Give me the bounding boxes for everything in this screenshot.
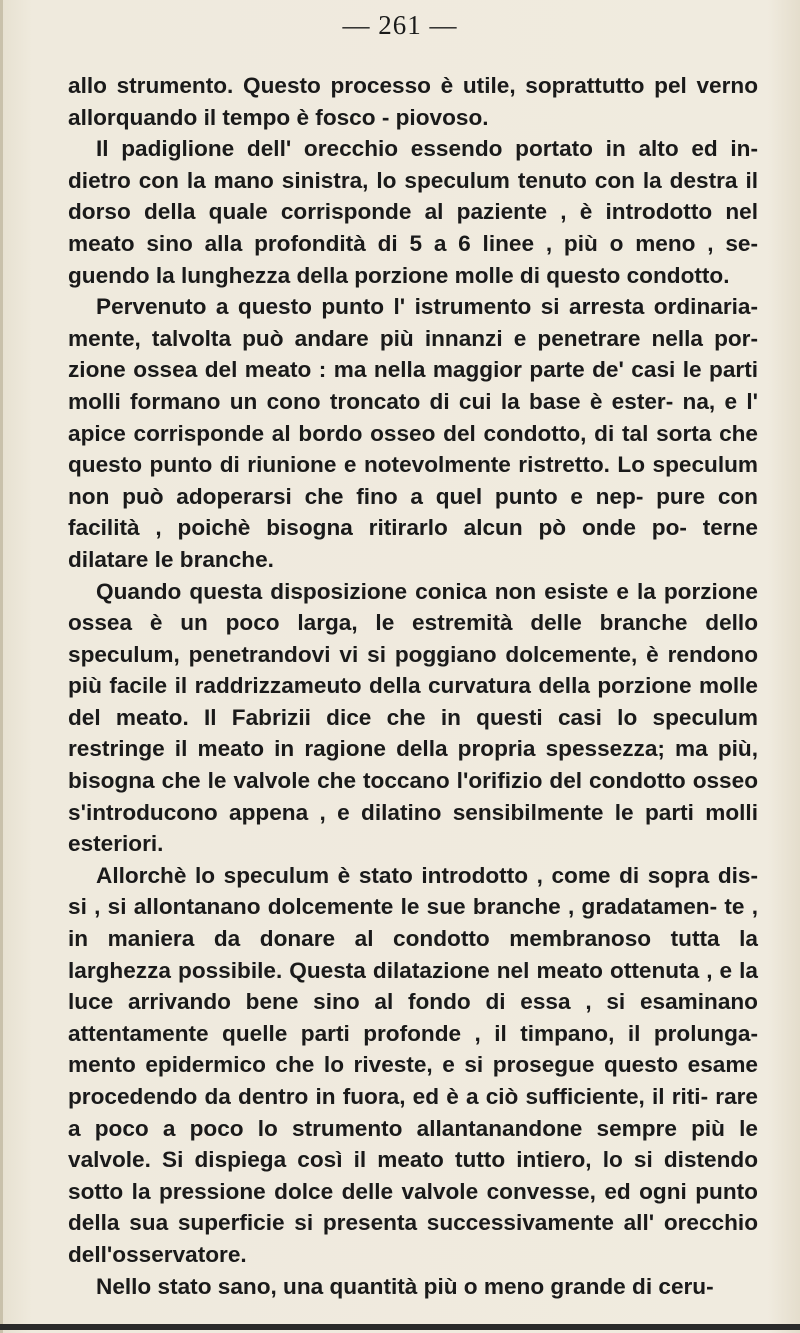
paragraph-6: Nello stato sano, una quantità più o meno grande di ceru- (96, 1273, 714, 1299)
paragraph-5: Allorchè lo speculum è stato introdotto , come di sopra dis- si , si allontanano dolcemente le sue branche , gradatamen- te , in maniera da donare al condotto membranoso tutta la larghezza possibile. Questa dilatazione nel meato ottenuta , e la luce arrivando bene sino al fondo di essa , si esaminano attentamente quelle parti profonde , il timpano, il prolunga- mento epidermico che lo riveste, e si prosegue questo esame procedendo da dentro in fuora, ed è a ciò sufficiente, il riti- rare a poco a poco lo strumento allantanandone sempre più le valvole. Si dispiega così il meato tutto intiero, lo si distendo sotto la pressione dolce delle valvole convesse, ed ogni punto della sua superficie si presenta successivamente all' orecchio dell'osservatore. (68, 862, 758, 1267)
paragraph-3: Pervenuto a questo punto l' istrumento si arresta ordinaria- mente, talvolta può andare più innanzi e penetrare nella por- zione ossea del meato : ma nella maggior parte de' casi le parti molli formano un cono troncato di cui la base è ester- na, e l' apice corrisponde al bordo osseo del condotto, di tal sorta che questo punto di riunione e notevolmente ristretto. Lo speculum non può adoperarsi che fino a quel punto e nep- pure con facilità , poichè bisogna ritirarlo alcun pò onde po- terne dilatare le branche. (68, 294, 758, 572)
page-number: — 261 — (342, 10, 458, 40)
body-text (68, 70, 758, 1302)
page-edge (0, 0, 3, 1333)
bottom-edge-rule (0, 1324, 800, 1330)
paragraph-2: Il padiglione dell' orecchio essendo portato in alto ed in- dietro con la mano sinistra, lo speculum tenuto con la destra il dorso della quale corrisponde al paziente , è introdotto nel meato sino alla profondità di 5 a 6 linee , più o meno , se- guendo la lunghezza della porzione molle di questo condotto. (68, 136, 758, 288)
paragraph-1: allo strumento. Questo processo è utile, soprattutto pel verno allorquando il tempo è fosco - piovoso. (68, 73, 758, 130)
paragraph-4: Quando questa disposizione conica non esiste e la porzione ossea è un poco larga, le estremità delle branche dello speculum, penetrandovi vi si poggiano dolcemente, è rendono più facile il raddrizzameuto della curvatura della porzione molle del meato. Il Fabrizii dice che in questi casi lo speculum restringe il meato in ragione della propria spessezza; ma più, bisogna che le valvole che toccano l'orifizio del condotto osseo s'introducono appena , e dilatino sensibilmente le parti molli esteriori. (68, 578, 758, 857)
